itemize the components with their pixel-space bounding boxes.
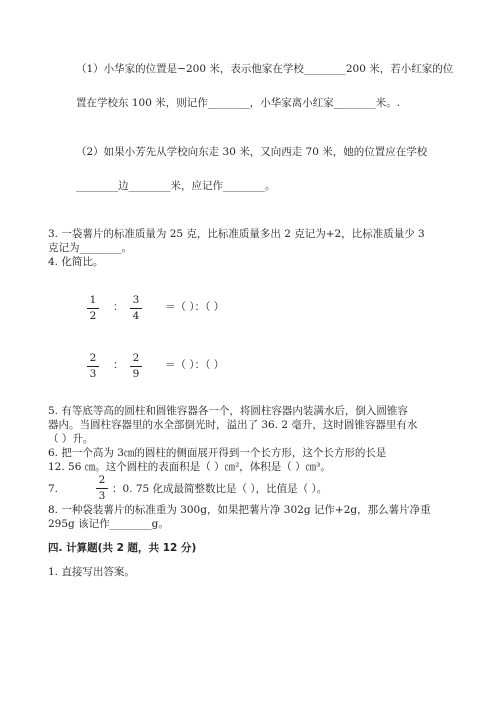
section4-heading: 四. 计算题(共 2 题，共 12 分) xyxy=(48,542,197,554)
numerator: 2 xyxy=(89,352,97,364)
denominator: 3 xyxy=(98,490,106,502)
q4-row1-fraction-a xyxy=(87,294,99,323)
q5-line3: （ ）升。 xyxy=(48,433,94,445)
q7-number: 7. xyxy=(48,483,59,495)
denominator: 2 xyxy=(89,310,97,322)
denominator: 3 xyxy=(89,368,97,380)
numerator: 2 xyxy=(98,474,106,486)
denominator: 4 xyxy=(132,310,140,322)
q4-row2-colon: ： xyxy=(113,359,124,371)
q8-line2: 295g 该记作________g。 xyxy=(48,518,169,530)
fraction-bar xyxy=(87,366,99,367)
q3-line1: 3. 一袋薯片的标准质量为 25 克，比标准质量多出 2 克记为+2，比标准质量少 3 xyxy=(48,228,425,240)
fraction-bar xyxy=(87,308,99,309)
denominator: 9 xyxy=(132,368,140,380)
numerator: 3 xyxy=(132,294,140,306)
q5-line2: 器内。当圆柱容器里的水全部倒光时，溢出了 36. 2 毫升，这时圆锥容器里有水 xyxy=(48,419,418,431)
fraction-bar xyxy=(130,308,142,309)
q5-line1: 5. 有等底等高的圆柱和圆锥容器各一个，将圆柱容器内装满水后，倒入圆锥容 xyxy=(48,405,408,417)
q4-row2-fraction-b xyxy=(130,352,142,381)
q1-part1-line2: 置在学校东 100 米，则记作________，小华家离小红家________米。. xyxy=(76,97,401,109)
q7-text: ：0. 75 化成最简整数比是（ ），比值是（ ）。 xyxy=(112,483,328,495)
q4-row1-colon: ： xyxy=(113,301,124,313)
q3-line2: 克记为________。 xyxy=(48,242,132,254)
q4-row2-fraction-a xyxy=(87,352,99,381)
q6-line1: 6. 把一个高为 3㎝的圆柱的侧面展开得到一个长方形，这个长方形的长是 xyxy=(48,447,387,459)
numerator: 2 xyxy=(132,352,140,364)
section4-q1: 1. 直接写出答案。 xyxy=(48,566,135,578)
q4-row2-rhs: ＝（ ）：（ ） xyxy=(165,359,225,371)
q6-line2: 12. 56 ㎝。这个圆柱的表面积是（ ）㎝²，体积是（ ）㎝³。 xyxy=(48,461,331,473)
q7-fraction xyxy=(96,474,108,503)
q1-part2-line2: ________边________米，应记作________。 xyxy=(76,180,276,192)
fraction-bar xyxy=(130,366,142,367)
q4-title: 4. 化简比。 xyxy=(48,256,104,268)
q1-part2-line1: （2）如果小芳先从学校向东走 30 米，又向西走 70 米，她的位置应在学校 xyxy=(76,146,428,158)
q1-part1-line1: （1）小华家的位置是−200 米，表示他家在学校________200 米，若小红家的位 xyxy=(76,63,454,75)
fraction-bar xyxy=(96,488,108,489)
q4-row1-fraction-b xyxy=(130,294,142,323)
q4-row1-rhs: ＝（ ）：（ ） xyxy=(165,301,225,313)
q8-line1: 8. 一种袋装薯片的标准重为 300g，如果把薯片净 302g 记作+2g，那么薯片净重 xyxy=(48,504,431,516)
numerator: 1 xyxy=(89,294,97,306)
